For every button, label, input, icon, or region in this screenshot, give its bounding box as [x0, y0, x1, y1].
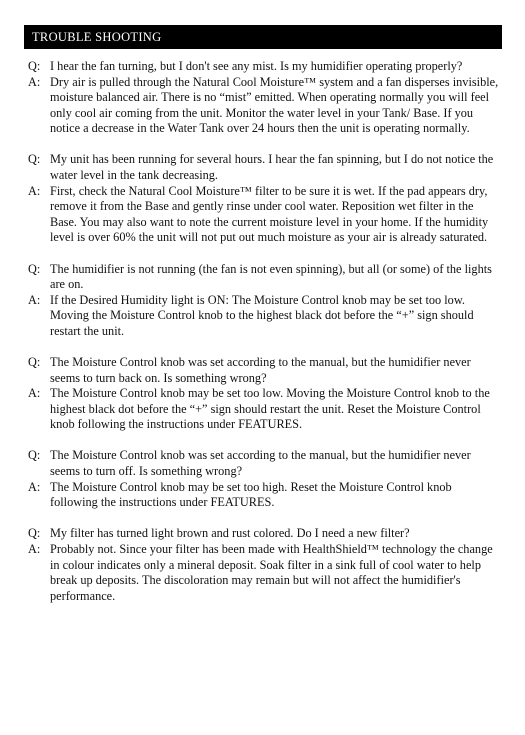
section-title: TROUBLE SHOOTING: [24, 25, 502, 49]
answer-line: [28, 480, 502, 511]
faq-list: [28, 59, 502, 620]
answer-marker: A:: [28, 292, 41, 307]
question-line: [28, 262, 502, 293]
answer-line: [28, 184, 502, 246]
answer-line: [28, 386, 502, 433]
faq-item: [28, 448, 502, 510]
question-line: [28, 355, 502, 386]
answer-marker: A:: [28, 541, 41, 556]
question-text: The humidifier is not running (the fan is not even spinning), but all (or some) of the lights are on.: [50, 261, 492, 292]
answer-text: Dry air is pulled through the Natural Cool Moisture™ system and a fan disperses invisible, moisture balanced air. There is no “mist” emitted. When operating normally you will feel only cool air coming from the unit. Monitor the water level in your Tank/ Base. If you notice a decrease in the Water Tank over 24 hours then the unit is operating normally.: [50, 74, 499, 136]
answer-text: The Moisture Control knob may be set too high. Reset the Moisture Control knob following the instructions under FEATURES.: [50, 479, 452, 510]
faq-item: [28, 262, 502, 340]
question-marker: Q:: [28, 59, 41, 73]
answer-marker: A:: [28, 479, 41, 494]
answer-text: Probably not. Since your filter has been made with HealthShield™ technology the change in colour indicates only a mineral deposit. Soak filter in a sink full of cool water to help break up deposits. The discoloration may remain but will not affect the humidifier's performance.: [50, 541, 493, 603]
answer-line: [28, 75, 502, 137]
answer-text: First, check the Natural Cool Moisture™ filter to be sure it is wet. If the pad appears dry, remove it from the Base and gently rinse under cool water. Reposition wet filter in the Base. You may also want to note the current moisture level in your home. If the humidity level is over 60% the unit will not put out much moisture as your air is already saturated.: [50, 183, 489, 245]
answer-marker: A:: [28, 386, 41, 401]
question-line: [28, 59, 502, 75]
question-line: [28, 448, 502, 479]
question-text: My unit has been running for several hours. I hear the fan spinning, but I do not notice the water level in the tank decreasing.: [50, 152, 494, 183]
question-marker: Q:: [28, 448, 41, 463]
question-text: I hear the fan turning, but I don't see any mist. Is my humidifier operating properly?: [50, 59, 463, 73]
faq-item: [28, 355, 502, 433]
faq-item: [28, 59, 502, 137]
answer-line: [28, 542, 502, 604]
question-line: [28, 526, 502, 542]
answer-text: The Moisture Control knob may be set too low. Moving the Moisture Control knob to the highest black dot before the “+” sign should restart the unit. Reset the Moisture Control knob following the instructions under FEATURES.: [50, 386, 490, 432]
answer-marker: A:: [28, 183, 41, 198]
question-line: [28, 152, 502, 183]
faq-item: [28, 526, 502, 604]
question-marker: Q:: [28, 261, 41, 276]
faq-item: [28, 152, 502, 246]
answer-line: [28, 293, 502, 340]
question-text: The Moisture Control knob was set according to the manual, but the humidifier never seems to turn back on. Is something wrong?: [50, 355, 471, 385]
answer-marker: A:: [28, 74, 41, 89]
answer-text: If the Desired Humidity light is ON: The Moisture Control knob may be set too low. Moving the Moisture Control knob to the highest black dot before the “+” sign should restart the unit.: [50, 292, 474, 338]
question-text: The Moisture Control knob was set according to the manual, but the humidifier never seems to turn off. Is something wrong?: [50, 448, 471, 479]
question-marker: Q:: [28, 355, 41, 369]
question-text: My filter has turned light brown and rust colored. Do I need a new filter?: [50, 526, 410, 541]
question-marker: Q:: [28, 152, 41, 167]
question-marker: Q:: [28, 526, 41, 541]
